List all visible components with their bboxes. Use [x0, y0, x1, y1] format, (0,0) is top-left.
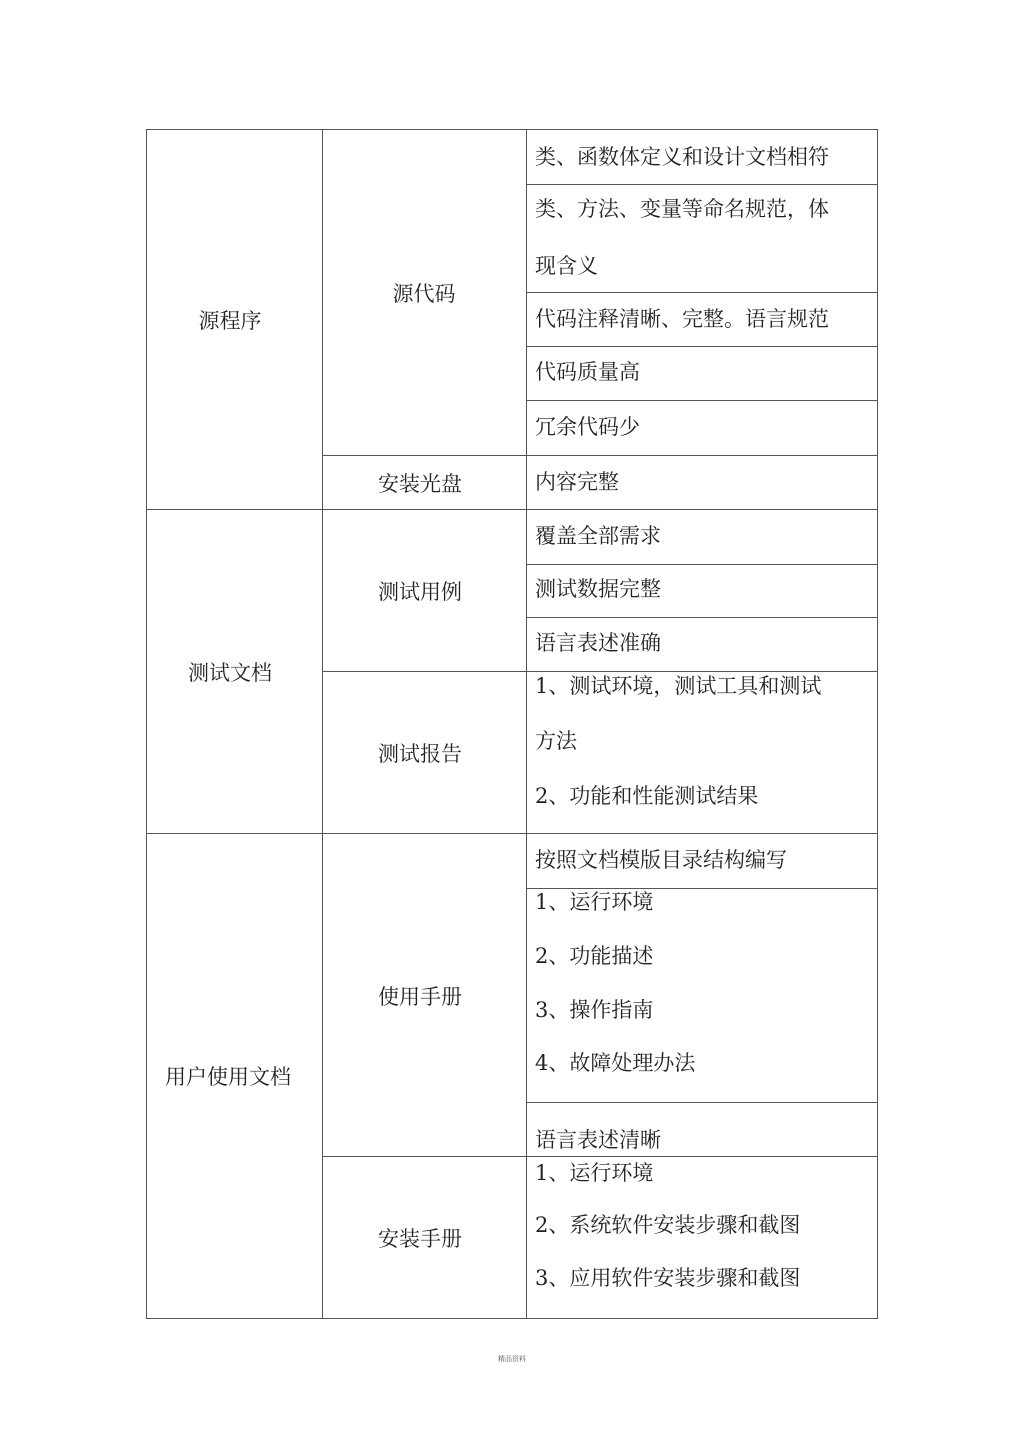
- criteria-text: 类、函数体定义和设计文档相符: [535, 145, 829, 169]
- item-divider: [322, 671, 878, 672]
- criteria-text: 语言表述清晰: [535, 1128, 661, 1152]
- criteria-text: 内容完整: [535, 470, 619, 494]
- criteria-text: 冗余代码少: [535, 415, 640, 439]
- criteria-text: 3、应用软件安装步骤和截图: [535, 1266, 801, 1290]
- table-border-top: [146, 129, 878, 130]
- criteria-text: 代码注释清晰、完整。语言规范: [535, 307, 829, 331]
- item-divider: [322, 1156, 878, 1157]
- criteria-text: 类、方法、变量等命名规范，体: [535, 197, 829, 221]
- criteria-divider: [526, 888, 878, 889]
- criteria-text: 测试数据完整: [535, 577, 661, 601]
- criteria-text: 2、功能描述: [535, 944, 654, 968]
- item-test-cases: 测试用例: [378, 580, 462, 604]
- criteria-divider: [526, 564, 878, 565]
- criteria-divider: [526, 184, 878, 185]
- category-source-program: 源程序: [198, 309, 262, 333]
- criteria-text: 1、运行环境: [535, 890, 654, 914]
- section-divider: [146, 833, 878, 834]
- criteria-text: 按照文档模版目录结构编写: [535, 848, 787, 872]
- column-divider-2: [526, 129, 527, 1319]
- category-test-documents: 测试文档: [188, 661, 272, 685]
- column-divider-1: [322, 129, 323, 1319]
- criteria-text: 方法: [535, 729, 577, 753]
- criteria-text: 1、运行环境: [535, 1161, 654, 1185]
- criteria-divider: [526, 1102, 878, 1103]
- criteria-text: 现含义: [535, 254, 598, 278]
- page-footer: 精品资料: [498, 1355, 526, 1363]
- criteria-text: 4、故障处理办法: [535, 1051, 696, 1075]
- criteria-text: 覆盖全部需求: [535, 524, 661, 548]
- criteria-text: 2、功能和性能测试结果: [535, 784, 759, 808]
- item-source-code: 源代码: [392, 282, 456, 306]
- criteria-divider: [526, 346, 878, 347]
- criteria-divider: [526, 617, 878, 618]
- item-install-manual: 安装手册: [378, 1227, 462, 1251]
- criteria-text: 1、测试环境，测试工具和测试: [535, 674, 822, 698]
- item-user-manual: 使用手册: [378, 985, 462, 1009]
- criteria-text: 2、系统软件安装步骤和截图: [535, 1213, 801, 1237]
- table-border-bottom: [146, 1318, 878, 1319]
- item-install-disc: 安装光盘: [378, 472, 462, 496]
- section-divider: [146, 509, 878, 510]
- criteria-text: 代码质量高: [535, 360, 640, 384]
- criteria-divider: [526, 400, 878, 401]
- criteria-text: 语言表述准确: [535, 631, 661, 655]
- criteria-text: 3、操作指南: [535, 998, 654, 1022]
- table-border-left: [146, 129, 147, 1319]
- table-border-right: [877, 129, 878, 1319]
- category-user-documents: 用户使用文档: [165, 1065, 291, 1089]
- item-divider: [322, 455, 878, 456]
- item-test-report: 测试报告: [378, 742, 462, 766]
- criteria-divider: [526, 292, 878, 293]
